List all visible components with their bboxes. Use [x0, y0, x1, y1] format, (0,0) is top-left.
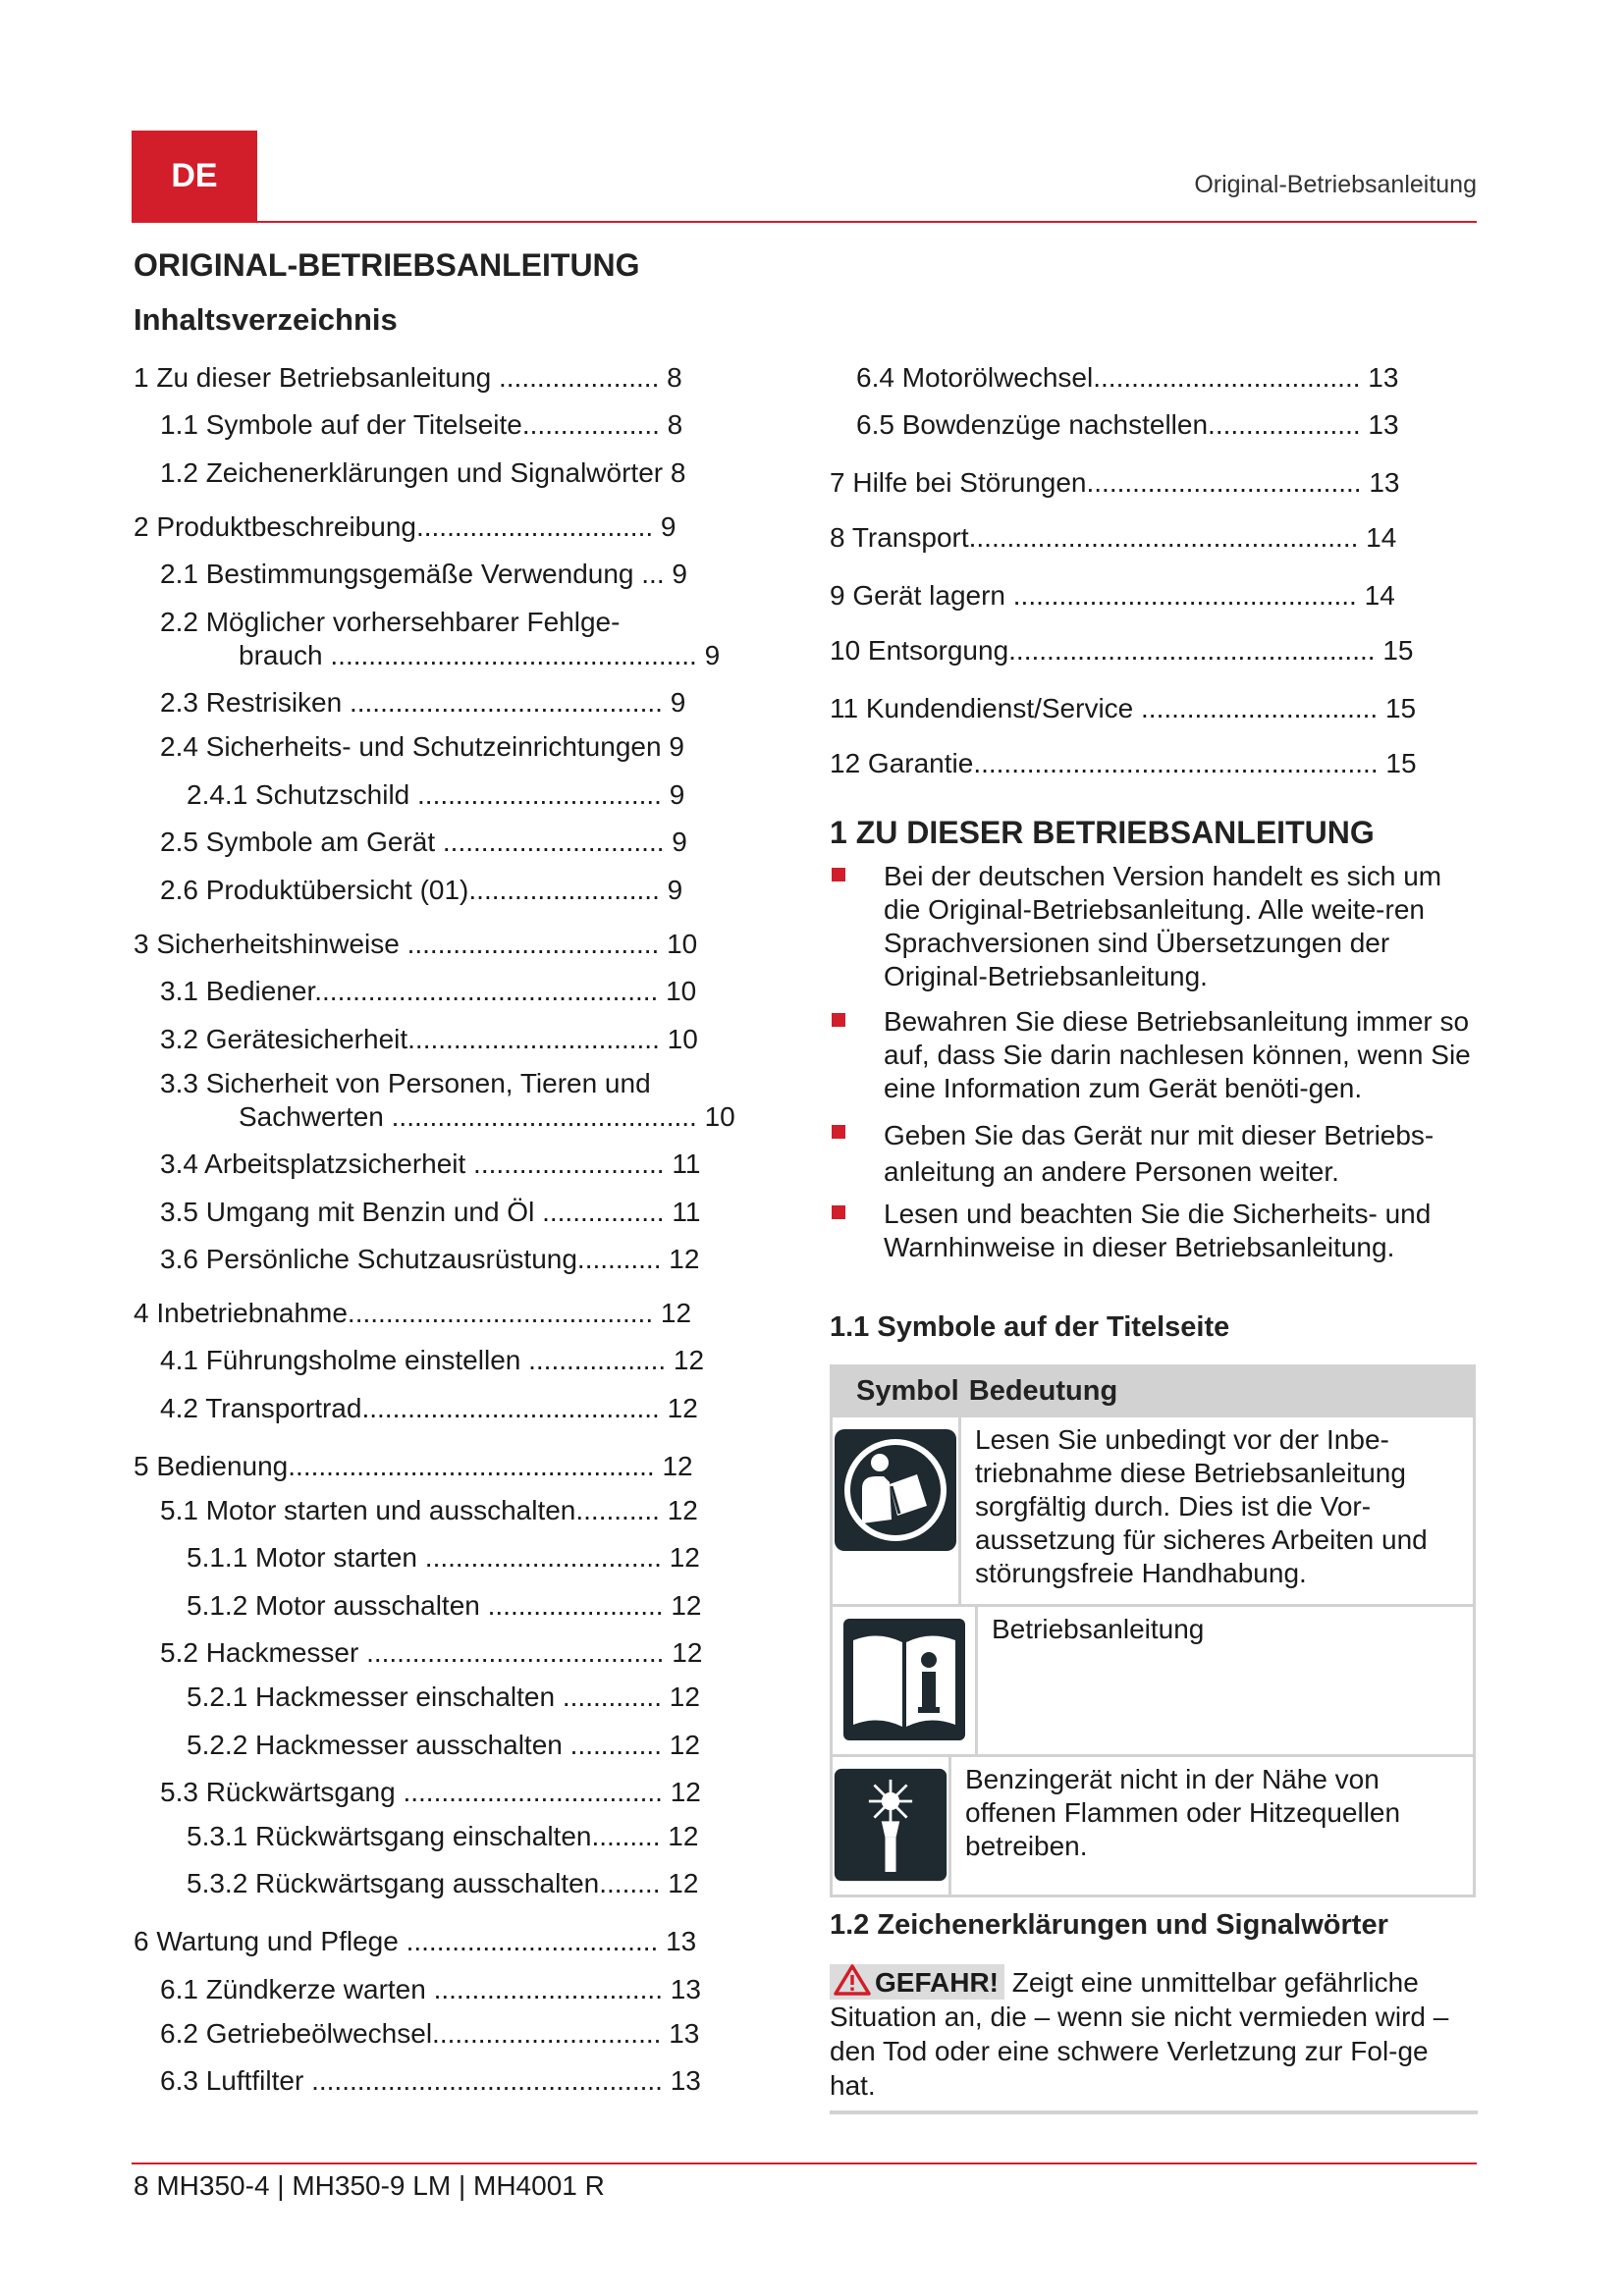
table-row: [833, 1754, 1473, 1895]
bullet-square-icon: [832, 868, 845, 881]
symbol-cell: [833, 1417, 961, 1604]
toc-entry[interactable]: 3 Sicherheitshinweise ................................. 10: [134, 929, 698, 959]
bullet-list: [830, 860, 1478, 1264]
toc-entry[interactable]: 3.1 Bediener............................................. 10: [160, 976, 697, 1006]
page-footer: 8 MH350-4 | MH350-9 LM | MH4001 R: [134, 2170, 605, 2201]
header-doc-type: Original-Betriebsanleitung: [1194, 171, 1477, 198]
list-item: [830, 1117, 1478, 1190]
toc-entry[interactable]: 7 Hilfe bei Störungen.................................... 13: [830, 467, 1400, 498]
toc-entry[interactable]: 6.4 Motorölwechsel................................... 13: [856, 362, 1399, 393]
toc-entry[interactable]: 5.3.2 Rückwärtsgang ausschalten........ 12: [187, 1868, 699, 1898]
danger-label-text: GEFAHR!: [875, 1967, 999, 1998]
toc-entry[interactable]: 3.3 Sicherheit von Personen, Tieren und: [160, 1068, 651, 1098]
toc-entry[interactable]: 4 Inbetriebnahme........................................ 12: [134, 1298, 692, 1328]
toc-entry[interactable]: 5.3.1 Rückwärtsgang einschalten......... 12: [187, 1821, 699, 1851]
column-header-meaning: Bedeutung: [968, 1375, 1118, 1407]
read-manual-icon: [833, 1427, 958, 1553]
danger-notice: [830, 1964, 1474, 2103]
fire-warning-icon: [833, 1767, 948, 1883]
symbol-cell: [833, 1757, 951, 1895]
table-row: [833, 1604, 1473, 1754]
toc-entry[interactable]: 2.3 Restrisiken ......................................... 9: [160, 687, 686, 718]
toc-entry[interactable]: 4.2 Transportrad....................................... 12: [160, 1393, 698, 1423]
bullet-square-icon: [832, 1205, 845, 1219]
warning-triangle-icon: [834, 1964, 871, 1996]
table-header: [833, 1367, 1473, 1415]
toc-entry[interactable]: 2.4 Sicherheits- und Schutzeinrichtungen 9: [160, 731, 684, 762]
list-item: [830, 1198, 1478, 1264]
toc-entry[interactable]: 5 Bedienung................................................ 12: [134, 1451, 693, 1481]
toc-entry[interactable]: 12 Garantie..................................................... 15: [830, 748, 1417, 778]
toc-entry[interactable]: 5.2.1 Hackmesser einschalten ............. 12: [187, 1682, 700, 1712]
toc-entry[interactable]: 5.1.2 Motor ausschalten ....................... 12: [187, 1590, 702, 1621]
toc-entry[interactable]: 2.4.1 Schutzschild ................................ 9: [187, 779, 685, 810]
manual-info-icon: [841, 1617, 967, 1742]
toc-entry-continued[interactable]: Sachwerten ........................................ 10: [239, 1101, 735, 1132]
bullet-square-icon: [832, 1013, 845, 1027]
language-badge: DE: [132, 131, 257, 221]
toc-entry[interactable]: 5.2 Hackmesser ....................................... 12: [160, 1637, 703, 1668]
danger-text: Zeigt eine unmittelbar gefährliche Situation an, die – wenn sie nicht vermieden wird – den Tod oder eine schwere Verletzung zur Fol-ge hat.: [830, 1967, 1449, 2101]
toc-entry-continued[interactable]: brauch ................................................ 9: [239, 640, 721, 670]
list-item: [830, 860, 1478, 993]
symbol-cell: [833, 1607, 978, 1754]
toc-entry[interactable]: 2.2 Möglicher vorhersehbarer Fehlge-: [160, 607, 621, 637]
toc-entry[interactable]: 8 Transport................................................... 14: [830, 522, 1397, 553]
toc-entry[interactable]: 2.6 Produktübersicht (01)......................... 9: [160, 875, 683, 905]
toc-entry[interactable]: 5.2.2 Hackmesser ausschalten ............ 12: [187, 1730, 700, 1760]
list-item-text: Geben Sie das Gerät nur mit dieser Betriebs-anleitung an andere Personen weiter.: [884, 1120, 1435, 1187]
toc-entry[interactable]: 6.2 Getriebeölwechsel.............................. 13: [160, 2018, 700, 2049]
toc-title: Inhaltsverzeichnis: [134, 302, 398, 337]
toc-entry[interactable]: 3.5 Umgang mit Benzin und Öl ................ 11: [160, 1197, 701, 1227]
toc-entry[interactable]: 1.1 Symbole auf der Titelseite.................. 8: [160, 409, 683, 440]
toc-entry[interactable]: 11 Kundendienst/Service ............................... 15: [830, 693, 1417, 723]
toc-entry[interactable]: 5.3 Rückwärtsgang .................................. 12: [160, 1777, 701, 1807]
toc-entry[interactable]: 3.2 Gerätesicherheit................................. 10: [160, 1024, 698, 1054]
toc-entry[interactable]: 2.1 Bestimmungsgemäße Verwendung ... 9: [160, 559, 687, 589]
toc-entry[interactable]: 3.4 Arbeitsplatzsicherheit ......................... 11: [160, 1148, 701, 1179]
column-header-symbol: Symbol: [856, 1375, 959, 1407]
table-row: [833, 1415, 1473, 1604]
list-item: [830, 1005, 1478, 1105]
section-heading: 1 ZU DIESER BETRIEBSANLEITUNG: [830, 815, 1375, 850]
toc-entry[interactable]: 6.3 Luftfilter .............................................. 13: [160, 2065, 701, 2096]
toc-entry[interactable]: 1.2 Zeichenerklärungen und Signalwörter 8: [160, 457, 686, 488]
toc-entry[interactable]: 4.1 Führungsholme einstellen .................. 12: [160, 1345, 705, 1375]
list-item-text: Lesen und beachten Sie die Sicherheits- und Warnhinweise in dieser Betriebsanleitung.: [884, 1199, 1432, 1262]
toc-entry[interactable]: 2 Produktbeschreibung............................... 9: [134, 511, 677, 542]
list-item-text: Bewahren Sie diese Betriebsanleitung immer so auf, dass Sie darin nachlesen können, wenn Sie eine Information zum Gerät benöti-gen.: [884, 1006, 1471, 1103]
subsection-heading: 1.1 Symbole auf der Titelseite: [830, 1311, 1230, 1343]
list-item-text: Bei der deutschen Version handelt es sich um die Original-Betriebsanleitung. Alle weite-ren Sprachversionen sind Übersetzungen der Original-Betriebsanleitung.: [884, 861, 1442, 991]
toc-entry[interactable]: 9 Gerät lagern ............................................. 14: [830, 580, 1395, 611]
bullet-square-icon: [832, 1125, 845, 1139]
toc-entry[interactable]: 6.5 Bowdenzüge nachstellen.................... 13: [856, 409, 1399, 440]
toc-entry[interactable]: 5.1 Motor starten und ausschalten........... 12: [160, 1495, 698, 1525]
header-rule: [132, 221, 1477, 223]
toc-entry[interactable]: 6 Wartung und Pflege ................................. 13: [134, 1926, 697, 1956]
toc-entry[interactable]: 3.6 Persönliche Schutzausrüstung........... 12: [160, 1244, 700, 1274]
meaning-cell: Benzingerät nicht in der Nähe von offenen Flammen oder Hitzequellen betreiben.: [965, 1764, 1401, 1861]
subsection-heading: 1.2 Zeichenerklärungen und Signalwörter: [830, 1909, 1388, 1941]
meaning-cell: Betriebsanleitung: [992, 1614, 1205, 1644]
toc-entry[interactable]: 1 Zu dieser Betriebsanleitung ..................... 8: [134, 362, 682, 393]
meaning-cell: Lesen Sie unbedingt vor der Inbe-triebnahme diese Betriebsanleitung sorgfältig durch. Dies ist die Vor-aussetzung für sicheres Arbeiten und störungsfreie Handhabung.: [975, 1424, 1428, 1588]
danger-label: [830, 1964, 1004, 2000]
footer-rule: [132, 2163, 1477, 2164]
toc-entry[interactable]: 2.5 Symbole am Gerät ............................. 9: [160, 827, 687, 857]
toc-entry[interactable]: 10 Entsorgung................................................ 15: [830, 635, 1414, 666]
page-title: ORIGINAL-BETRIEBSANLEITUNG: [134, 247, 640, 283]
toc-entry[interactable]: 5.1.1 Motor starten ............................... 12: [187, 1542, 700, 1573]
symbol-table: [830, 1364, 1476, 1897]
toc-entry[interactable]: 6.1 Zündkerze warten .............................. 13: [160, 1974, 701, 2004]
notice-divider: [830, 2110, 1478, 2114]
